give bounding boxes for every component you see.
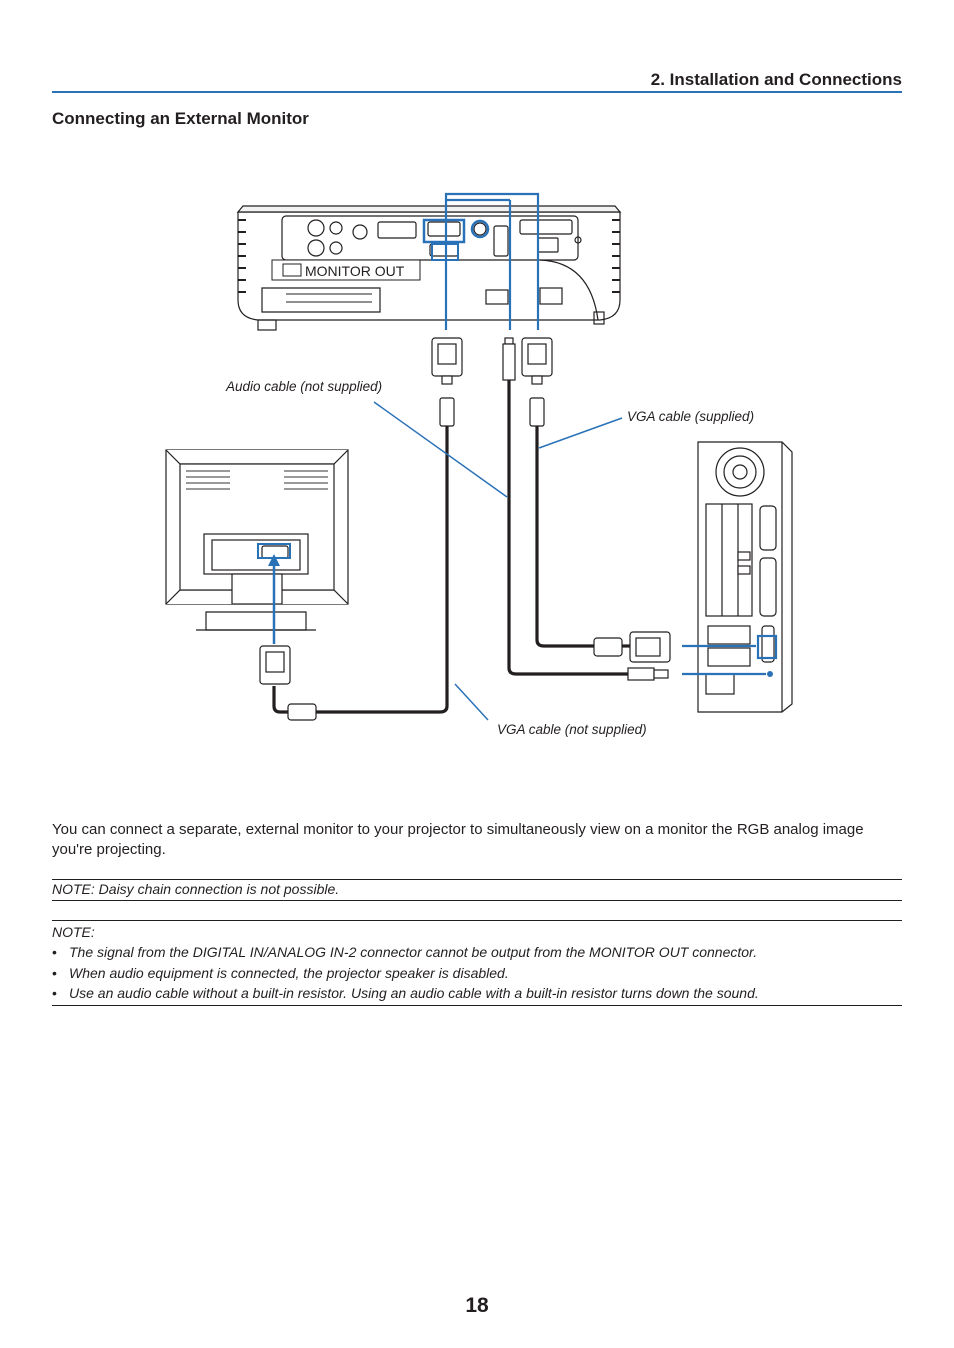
vga-supplied-label: VGA cable (supplied) [627, 409, 755, 424]
note-item-text: When audio equipment is connected, the projector speaker is disabled. [69, 964, 509, 981]
monitor-out-label: MONITOR OUT [305, 263, 405, 279]
body-paragraph: You can connect a separate, external monitor to your projector to simultaneously view on a monitor the RGB analog image you're projecting. [52, 821, 864, 858]
page-title: Connecting an External Monitor [52, 109, 309, 128]
note-list [52, 920, 902, 1006]
note-item-text: Use an audio cable without a built-in resistor. Using an audio cable with a built-in resistor turns down the sound. [69, 985, 759, 1001]
page-number: 18 [465, 1294, 489, 1317]
note-item-text: The signal from the DIGITAL IN/ANALOG IN-2 connector cannot be output from the MONITOR OUT connector. [69, 944, 758, 960]
vga-plug-right [522, 338, 552, 426]
note-daisy-chain: NOTE: Daisy chain connection is not possible. [52, 879, 902, 901]
computer [698, 442, 792, 712]
audio-cable-label: Audio cable (not supplied) [226, 379, 383, 394]
note-heading: NOTE: [52, 924, 95, 940]
audio-plug [503, 338, 515, 380]
note-item: • When audio equipment is connected, the projector speaker is disabled. [52, 964, 509, 981]
note-item: • The signal from the DIGITAL IN/ANALOG IN-2 connector cannot be output from the MONITOR OUT connector. [52, 944, 758, 960]
vga-plug-left [432, 338, 462, 426]
note-item: • Use an audio cable without a built-in resistor. Using an audio cable with a built-in resistor turns down the sound. [52, 985, 759, 1001]
section-header: 2. Installation and Connections [650, 70, 902, 89]
vga-not-supplied-label: VGA cable (not supplied) [497, 722, 647, 737]
